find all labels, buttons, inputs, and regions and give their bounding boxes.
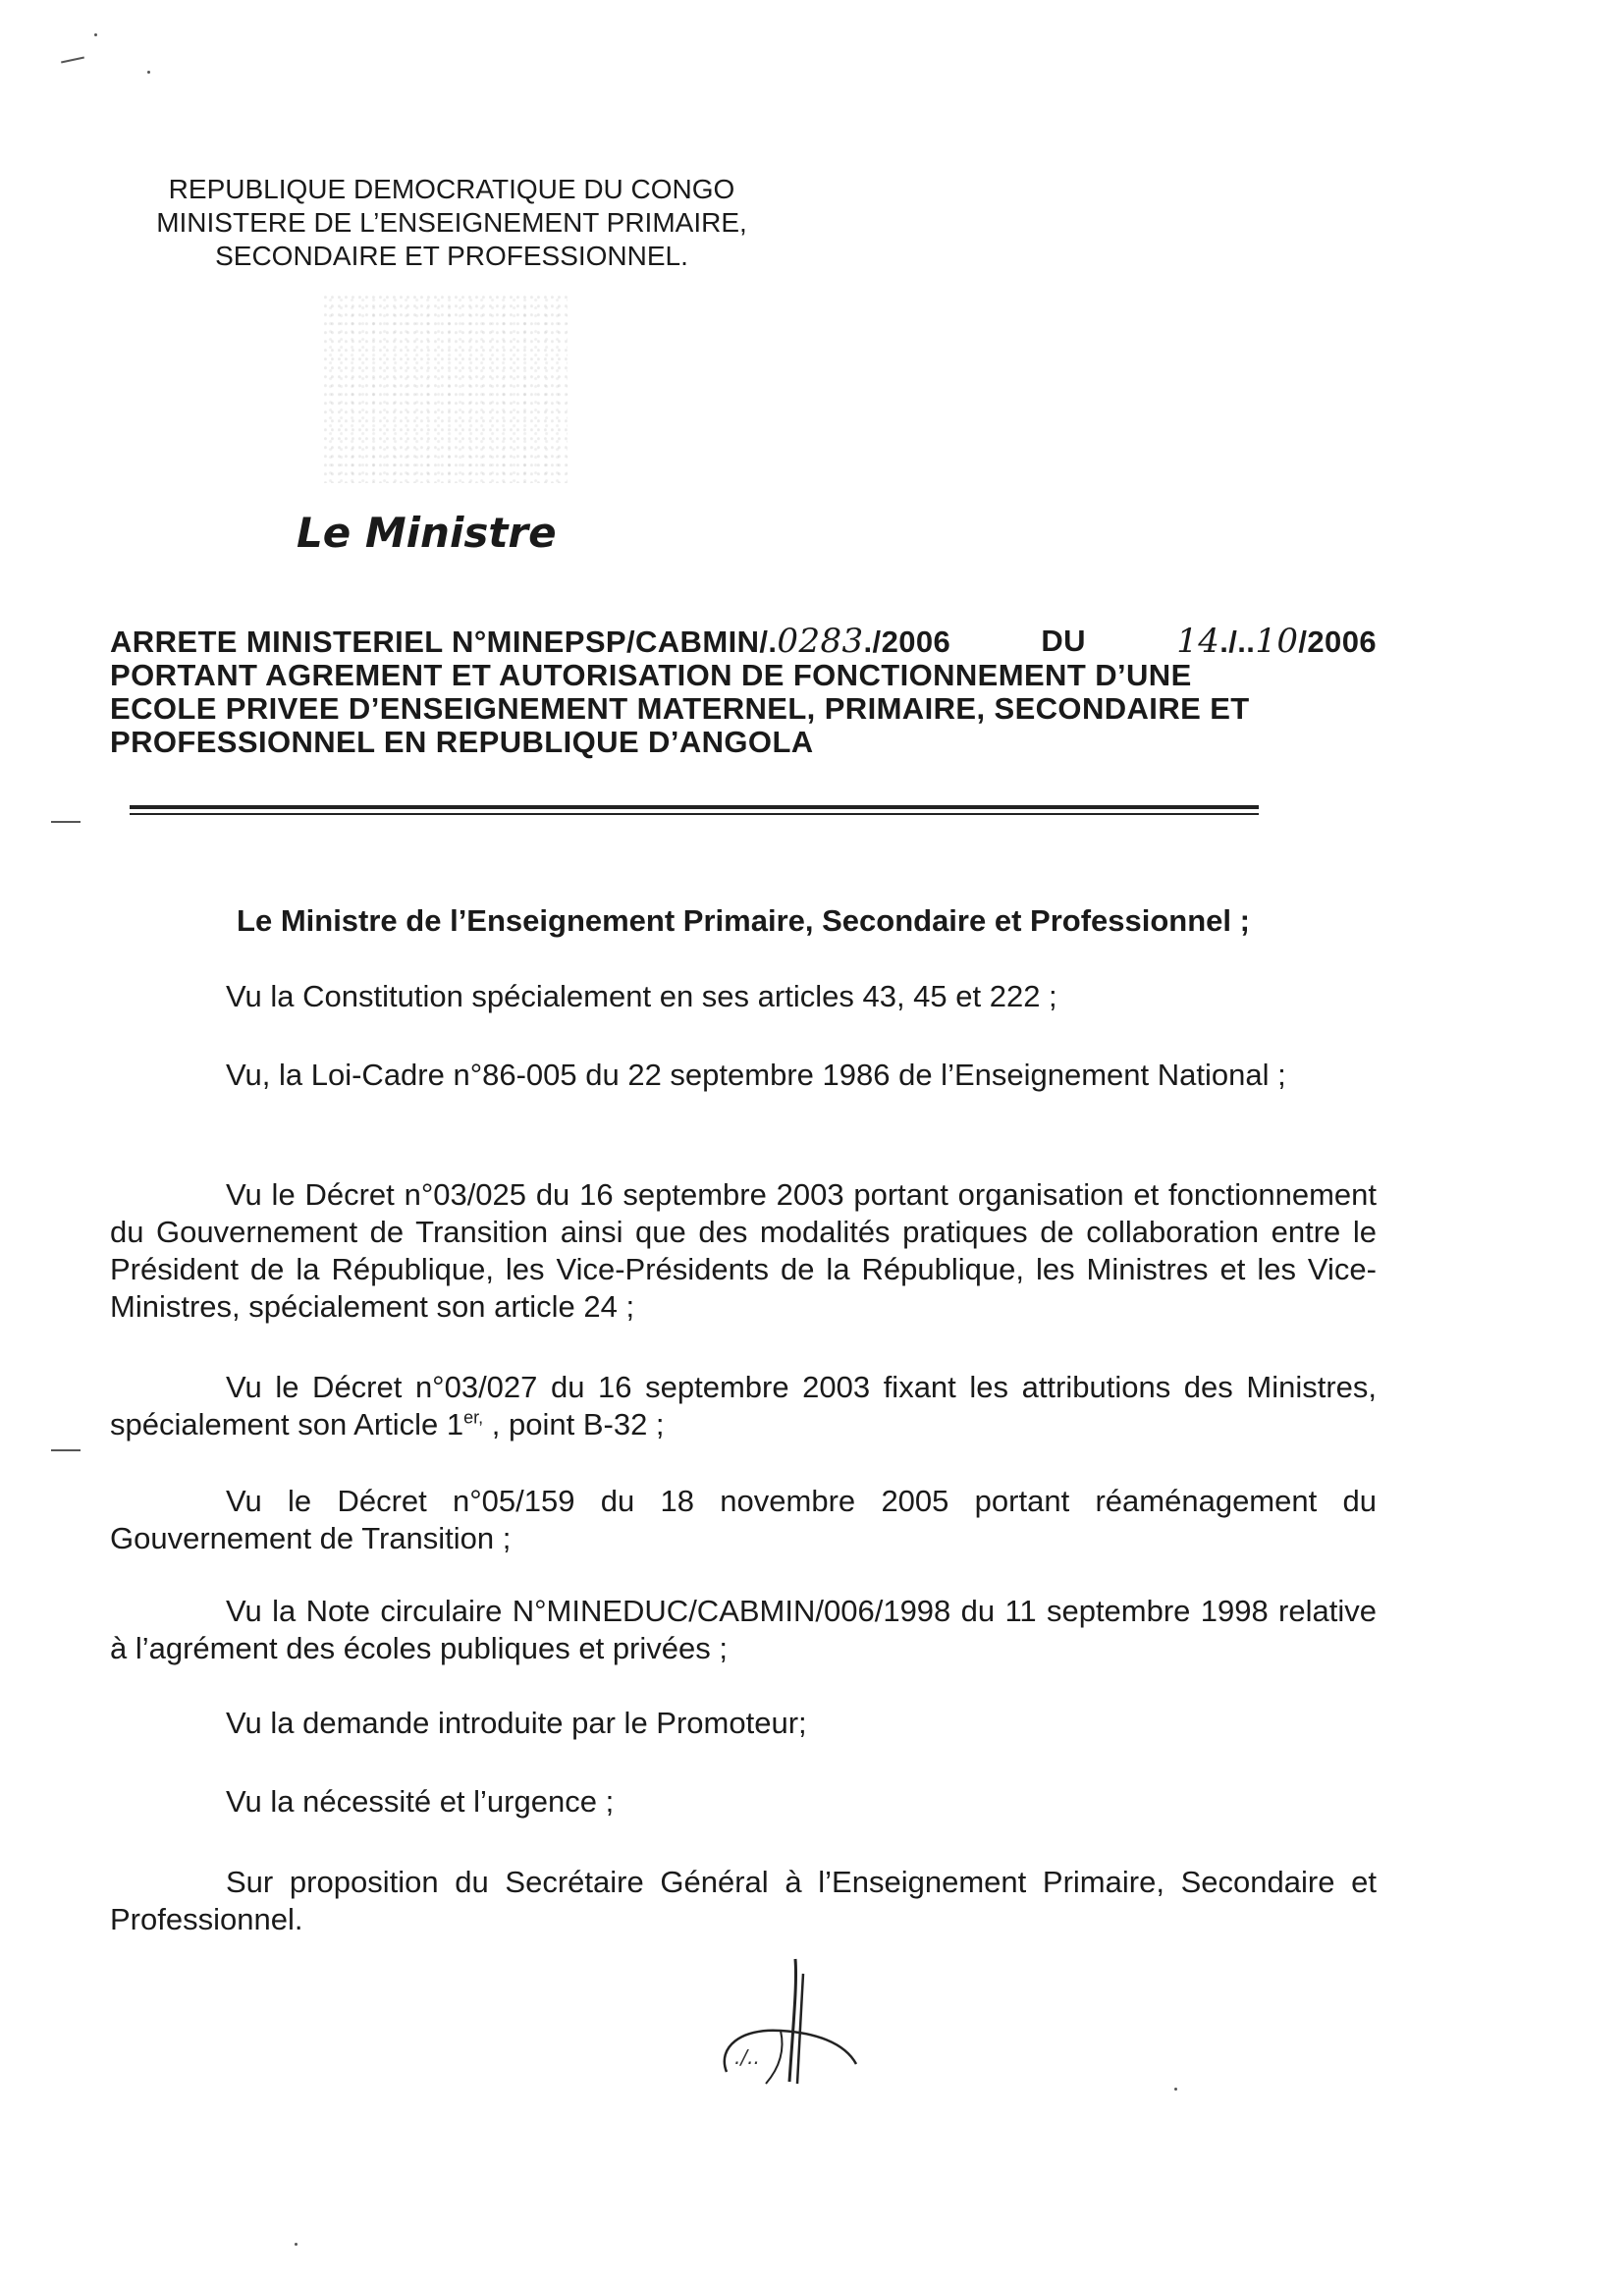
- arrete-title-block: [110, 622, 1377, 759]
- arrete-date-year: /2006: [1298, 625, 1377, 659]
- arrete-reference-line: [110, 622, 1377, 661]
- margin-mark: [51, 1449, 81, 1451]
- arrete-number: 0283: [777, 622, 864, 661]
- scan-speck: [1174, 2088, 1177, 2091]
- arrete-date-month: 10: [1255, 622, 1299, 661]
- arrete-year: ./2006: [863, 625, 951, 659]
- header-ministry-cont: SECONDAIRE ET PROFESSIONNEL.: [215, 241, 688, 271]
- arrete-subject-line-1: PORTANT AGREMENT ET AUTORISATION DE FONCTIONNEMENT D’UNE: [110, 658, 1192, 692]
- scan-speck: [295, 2243, 298, 2246]
- letterhead: [108, 173, 795, 273]
- paragraph-note-circulaire: Vu la Note circulaire N°MINEDUC/CABMIN/006/1998 du 11 septembre 1998 relative à l’agrément des écoles publiques et privées ;: [110, 1594, 1377, 1665]
- faded-stamp: [324, 295, 568, 483]
- arrete-date-day: 14: [1176, 622, 1220, 661]
- scan-speck: [147, 71, 150, 74]
- paragraph-demande: Vu la demande introduite par le Promoteur;: [226, 1706, 807, 1740]
- scan-mark: [61, 57, 84, 64]
- arrete-date-sep: ./..: [1219, 625, 1256, 659]
- arrete-subject-line-2: ECOLE PRIVEE D’ENSEIGNEMENT MATERNEL, PRIMAIRE, SECONDAIRE ET: [110, 691, 1250, 726]
- superscript-er: er,: [463, 1407, 484, 1428]
- paragraph-decret-03-025: Vu le Décret n°03/025 du 16 septembre 2003 portant organisation et fonctionnement du Gouvernement de Transition ainsi que des modalités pratiques de collaboration entre le Président de la République, les Vice-Présidents de la République, les Ministres et les Vice-Ministres, spécialement son article 24 ;: [110, 1177, 1377, 1324]
- handwritten-signature: [687, 1954, 884, 2092]
- header-ministry: MINISTERE DE L’ENSEIGNEMENT PRIMAIRE,: [156, 207, 747, 238]
- minister-title: Le Ministre: [297, 509, 557, 557]
- paragraph-urgence: Vu la nécessité et l’urgence ;: [226, 1784, 615, 1819]
- margin-mark: [51, 821, 81, 823]
- paragraph-decret-03-027: Vu le Décret n°03/027 du 16 septembre 2003 fixant les attributions des Ministres, spécialement son Article $1^{er,}$ , point B-32 ;: [110, 1370, 1377, 1441]
- arrete-prefix: ARRETE MINISTERIEL N°MINEPSP/CABMIN/.: [110, 625, 778, 659]
- title-rule: [130, 805, 1259, 809]
- paragraph-proposition: Sur proposition du Secrétaire Général à l’Enseignement Primaire, Secondaire et Professionnel.: [110, 1865, 1377, 1936]
- signature-continuation-mark: ./..: [734, 2045, 760, 2069]
- preamble-intro: Le Ministre de l’Enseignement Primaire, Secondaire et Professionnel ;: [237, 903, 1250, 938]
- paragraph-decret-05-159: Vu le Décret n°05/159 du 18 novembre 2005 portant réaménagement du Gouvernement de Transition ;: [110, 1484, 1377, 1555]
- paragraph-constitution: Vu la Constitution spécialement en ses articles 43, 45 et 222 ;: [226, 979, 1057, 1013]
- header-country: REPUBLIQUE DEMOCRATIQUE DU CONGO: [168, 174, 735, 204]
- arrete-du: DU: [1041, 624, 1086, 658]
- paragraph-loi-cadre: Vu, la Loi-Cadre n°86-005 du 22 septembre 1986 de l’Enseignement National ;: [226, 1058, 1286, 1092]
- title-rule-thin: [130, 813, 1259, 815]
- scan-speck: [94, 33, 97, 36]
- arrete-subject-line-3: PROFESSIONNEL EN REPUBLIQUE D’ANGOLA: [110, 725, 814, 759]
